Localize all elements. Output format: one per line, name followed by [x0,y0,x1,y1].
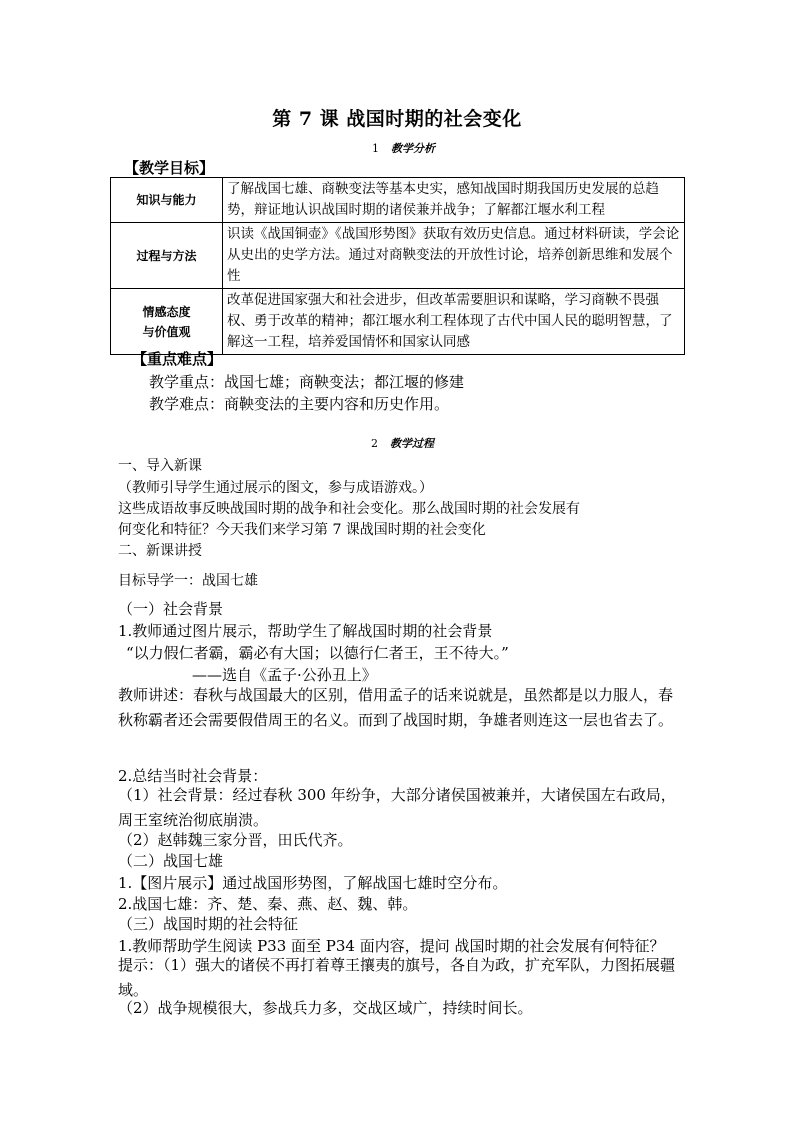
table-row [111,178,685,223]
objectives-heading: 【教学目标】 [124,159,215,177]
intro-line: 何变化和特征？今天我们来学习第 7 课战国时期的社会变化 [118,522,486,538]
section-heading-analysis [372,140,435,156]
intro-heading: 一、导入新课 [118,458,202,474]
subsection-heading: （三）战国时期的社会特征 [118,915,299,933]
list-item: 2.战国七雄：齐、楚、秦、燕、赵、魏、韩。 [118,895,418,913]
section-title: 教学分析 [391,142,435,155]
subsection-heading: （二）战国七雄 [118,852,224,870]
list-item: 1.【图片展示】通过战国形势图，了解战国七雄时空分布。 [118,874,508,892]
background-point: （2）赵韩魏三家分晋，田氏代齐。 [118,831,353,849]
intro-line: 这些成语故事反映战国时期的战争和社会变化。那么战国时期的社会发展有 [118,501,580,517]
list-item: （2）战争规模很大，参战兵力多，交战区域广，持续时间长。 [118,999,533,1017]
difficult-point: 教学难点：商鞅变法的主要内容和历史作用。 [149,395,450,413]
table-row [111,289,685,355]
new-lesson-heading: 二、新课讲授 [118,543,202,559]
key-points-heading: 【重点难点】 [132,350,223,368]
objective-content: 了解战国七雄、商鞅变法等基本史实，感知战国时期我国历史发展的总趋势，辩证地认识战国时期的诸侯兼并战争；了解都江堰水利工程 [223,178,685,223]
objective-label: 情感态度 与价值观 [111,289,223,355]
list-item: 2.总结当时社会背景： [118,767,268,785]
section-heading-process [371,435,434,451]
hint: 提示：（1）强大的诸侯不再打着尊王攘夷的旗号，各自为政，扩充军队，力图拓展疆域。 [118,956,676,999]
quote-source: ——选自《孟子·公孙丑上》 [192,666,377,684]
objective-content: 改革促进国家强大和社会进步，但改革需要胆识和谋略，学习商鞅不畏强权、勇于改革的精神；都江堰水利工程体现了古代中国人民的聪明智慧，了解这一工程，培养爱国情怀和国家认同感 [223,289,685,355]
lesson-title: 第 7 课 战国时期的社会变化 [272,108,522,130]
objective-label: 过程与方法 [111,223,223,289]
quote: “以力假仁者霸，霸必有大国；以德行仁者王，王不待大。” [126,644,509,662]
list-item: 1.教师通过图片展示，帮助学生了解战国时期的社会背景 [118,622,493,640]
list-item: 1.教师帮助学生阅读 P33 面至 P34 面内容，提问 战国时期的社会发展有何特征？ [118,937,665,955]
background-point: （1）社会背景：经过春秋 300 年纷争，大部分诸侯国被兼并，大诸侯国左右政局，周王室统治彻底崩溃。 [118,786,676,829]
objective-content: 识读《战国铜壶》《战国形势图》获取有效历史信息。通过材料研读，学会论从史出的史学方法。通过对商鞅变法的开放性讨论，培养创新思维和发展个性 [223,223,685,289]
objective-label: 知识与能力 [111,178,223,223]
section-number: 1 [372,142,379,155]
table-row [111,223,685,289]
teacher-talk: 教师讲述：春秋与战国最大的区别，借用孟子的话来说就是，虽然都是以力服人，春秋称霸者还会需要假借周王的名义。而到了战国时期，争雄者则连这一层也省去了。 [118,686,674,729]
section-title: 教学过程 [390,437,434,450]
intro-line: （教师引导学生通过展示的图文，参与成语游戏。） [118,480,433,496]
objectives-table [110,177,685,355]
goal-heading: 目标导学一：战国七雄 [118,573,258,589]
subsection-heading: （一）社会背景 [118,600,224,618]
section-number: 2 [371,437,378,450]
key-point: 教学重点：战国七雄；商鞅变法；都江堰的修建 [149,373,465,391]
